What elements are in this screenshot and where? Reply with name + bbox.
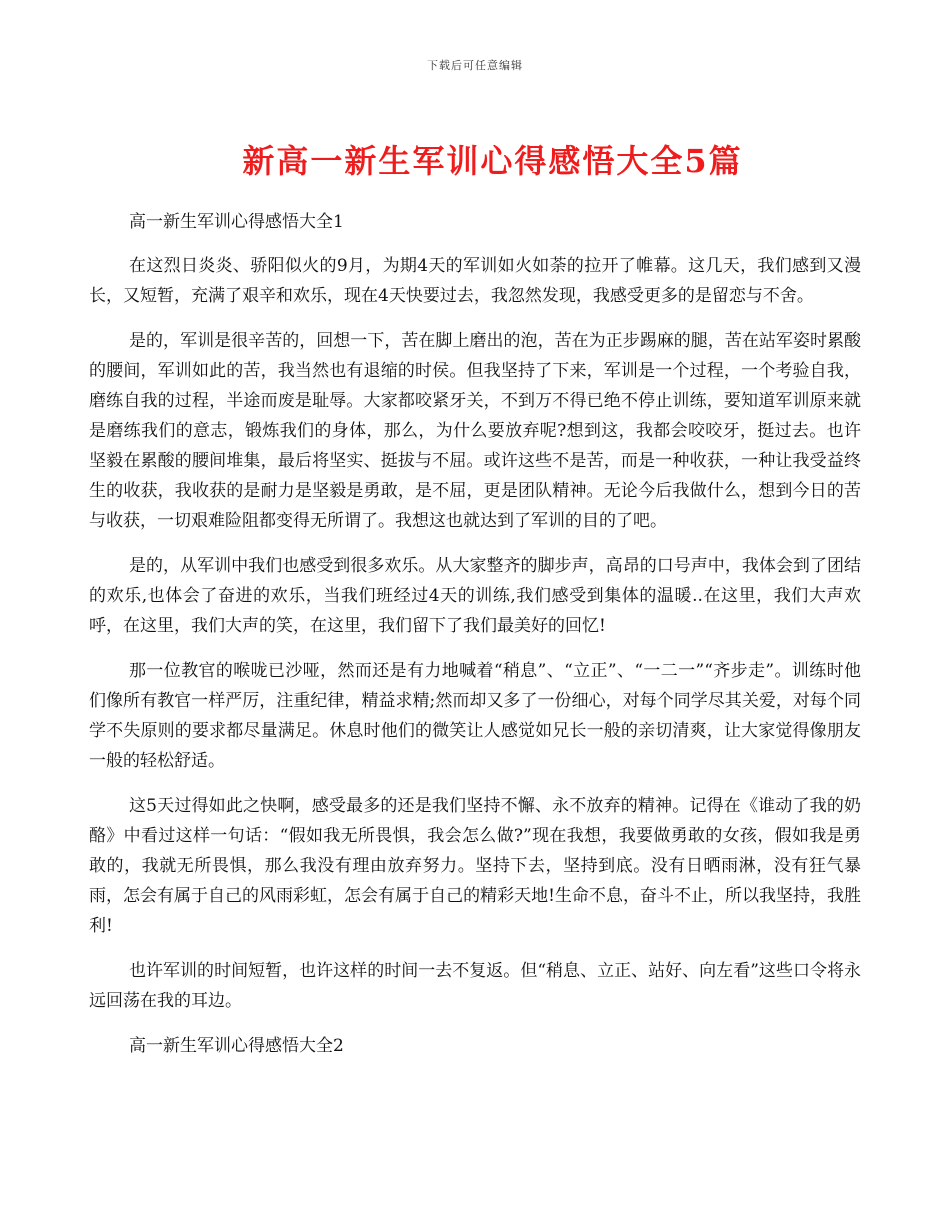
paragraph: 也许军训的时间短暂，也许这样的时间一去不复返。但“稍息、立正、站好、向左看”这些口令将永远回荡在我的耳边。 — [89, 961, 861, 1011]
document-body — [89, 207, 861, 1075]
paragraph: 那一位教官的喉咙已沙哑，然而还是有力地喊着“稍息”、“立正”、“一二一”“齐步走”。训练时他们像所有教官一样严厉，注重纪律，精益求精;然而却又多了一份细心，对每个同学尽其关爱，对每个同学不失原则的要求都尽量满足。休息时他们的微笑让人感觉如兄长一般的亲切清爽，让大家觉得像朋友一般的轻松舒适。 — [89, 661, 861, 771]
paragraph: 这5天过得如此之快啊，感受最多的还是我们坚持不懈、永不放弃的精神。记得在《谁动了我的奶酪》中看过这样一句话：“假如我无所畏惧，我会怎么做?”现在我想，我要做勇敢的女孩，假如我是勇敢的，我就无所畏惧，那么我没有理由放弃努力。坚持下去，坚持到底。没有日晒雨淋，没有狂气暴雨，怎会有属于自己的风雨彩虹，怎会有属于自己的精彩天地!生命不息，奋斗不止，所以我坚持，我胜利! — [89, 796, 861, 936]
paragraph: 是的，从军训中我们也感受到很多欢乐。从大家整齐的脚步声，高昂的口号声中，我体会到了团结的欢乐,也体会了奋进的欢乐，当我们班经过4天的训练,我们感受到集体的温暖..在这里，我们大声欢呼，在这里，我们大声的笑，在这里，我们留下了我们最美好的回忆! — [89, 556, 861, 636]
section-heading: 高一新生军训心得感悟大全2 — [129, 1036, 344, 1056]
section-heading: 高一新生军训心得感悟大全1 — [129, 212, 344, 232]
paragraph: 在这烈日炎炎、骄阳似火的9月，为期4天的军训如火如荼的拉开了帷幕。这几天，我们感到又漫长，又短暂，充满了艰辛和欢乐，现在4天快要过去，我忽然发现，我感受更多的是留恋与不舍。 — [89, 256, 861, 306]
document-title: 新高一新生军训心得感悟大全5篇 — [242, 142, 743, 180]
paragraph: 是的，军训是很辛苦的，回想一下，苦在脚上磨出的泡，苦在为正步踢麻的腿，苦在站军姿时累酸的腰间，军训如此的苦，我当然也有退缩的时侯。但我坚持了下来，军训是一个过程，一个考验自我，磨练自我的过程，半途而废是耻辱。大家都咬紧牙关，不到万不得已绝不停止训练，要知道军训原来就是磨练我们的意志，锻炼我们的身体，那么，为什么要放弃呢?想到这，我都会咬咬牙，挺过去。也许坚毅在累酸的腰间堆集，最后将坚实、挺拔与不屈。或许这些不是苦，而是一种收获，一种让我受益终生的收获，我收获的是耐力是坚毅是勇敢，是不屈，更是团队精神。无论今后我做什么，想到今日的苦与收获，一切艰难险阻都变得无所谓了。我想这也就达到了军训的目的了吧。 — [89, 331, 861, 531]
page-header-note: 下载后可任意编辑 — [427, 59, 523, 72]
